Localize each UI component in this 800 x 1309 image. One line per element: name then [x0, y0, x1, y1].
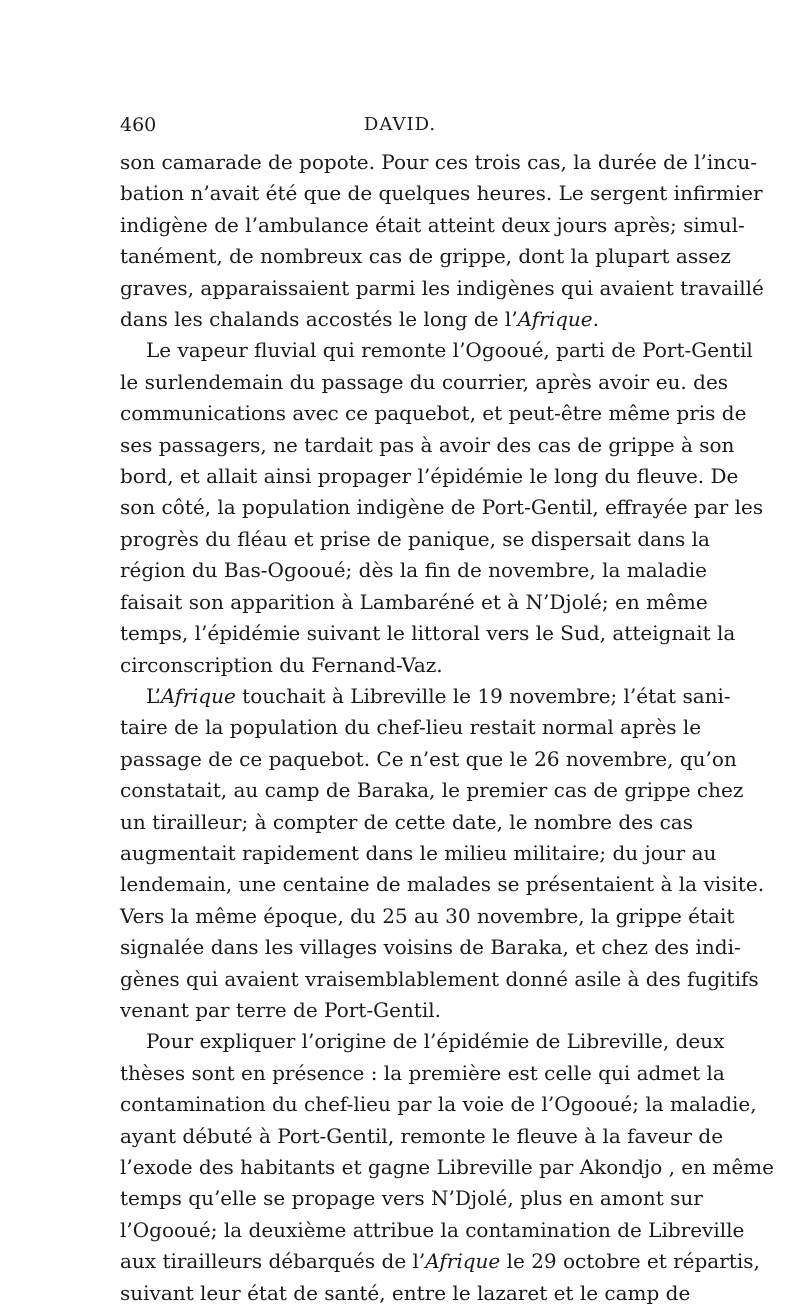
text-line: signalée dans les villages voisins de Baraka, et chez des indi-: [120, 935, 741, 960]
running-head: DAVID.: [363, 114, 437, 135]
text-line: taire de la population du chef-lieu restait normal après le: [120, 715, 702, 740]
text-line: l’exode des habitants et gagne Libreville par Akondjo , en même: [120, 1155, 774, 1179]
text-line: lendemain, une centaine de malades se présentaient à la visite.: [120, 872, 765, 897]
text-line: temps, l’épidémie suivant le littoral vers le Sud, atteignait la: [120, 621, 736, 646]
text-line: tanément, de nombreux cas de grippe, dont la plupart assez: [120, 244, 731, 269]
text-line: son camarade de popote. Pour ces trois cas, la durée de l’incu-: [120, 150, 758, 174]
text-line: Le vapeur fluvial qui remonte l’Ogooué, parti de Port-Gentil: [146, 338, 753, 363]
text-line: venant par terre de Port-Gentil.: [120, 997, 441, 1022]
text-line: contamination du chef-lieu par la voie de l’Ogooué; la maladie,: [120, 1092, 757, 1117]
text-line: thèses sont en présence : la première est celle qui admet la: [120, 1060, 725, 1085]
text-line: passage de ce paquebot. Ce n’est que le 26 novembre, qu’on: [120, 746, 737, 771]
body-text: [120, 147, 774, 1309]
text-line: aux tirailleurs débarqués de l’Afrique le 29 octobre et répartis,: [120, 1249, 760, 1274]
text-line: région du Bas-Ogooué; dès la fin de novembre, la maladie: [120, 558, 708, 583]
text-line: ses passagers, ne tardait pas à avoir des cas de grippe à son: [120, 432, 735, 457]
text-line: indigène de l’ambulance était atteint deux jours après; simul-: [120, 212, 745, 237]
text-line: suivant leur état de santé, entre le lazaret et le camp de: [120, 1280, 691, 1305]
text-line: Pour expliquer l’origine de l’épidémie de Libreville, deux: [146, 1029, 725, 1054]
text-line: son côté, la population indigène de Port-Gentil, effrayée par les: [120, 495, 764, 520]
text-line: graves, apparaissaient parmi les indigènes qui avaient travaillé: [120, 275, 764, 300]
text-line: communications avec ce paquebot, et peut-être même pris de: [120, 401, 747, 426]
text-line: ayant débuté à Port-Gentil, remonte le fleuve à la faveur de: [120, 1123, 724, 1148]
text-line: circonscription du Fernand-Vaz.: [120, 652, 443, 677]
text-line: l’Ogooué; la deuxième attribue la contamination de Libreville: [120, 1217, 745, 1242]
text-line: progrès du fléau et prise de panique, se dispersait dans la: [120, 526, 710, 551]
text-line: temps qu’elle se propage vers N’Djolé, plus en amont sur: [120, 1186, 703, 1211]
text-line: L’Afrique touchait à Libreville le 19 novembre; l’état sani-: [146, 683, 731, 708]
text-line: faisait son apparition à Lambaréné et à N’Djolé; en même: [120, 589, 708, 614]
text-line: bation n’avait été que de quelques heures. Le sergent infirmier: [120, 181, 763, 206]
page-header: [120, 114, 680, 142]
text-line: gènes qui avaient vraisemblablement donné asile à des fugitifs: [120, 966, 759, 991]
text-line: dans les chalands accostés le long de l’Afrique.: [120, 307, 599, 332]
text-line: augmentait rapidement dans le milieu militaire; du jour au: [120, 840, 717, 865]
text-line: constatait, au camp de Baraka, le premier cas de grippe chez: [120, 778, 744, 803]
text-line: Vers la même époque, du 25 au 30 novembre, la grippe était: [120, 903, 735, 928]
text-line: le surlendemain du passage du courrier, après avoir eu. des: [120, 369, 729, 394]
page-number: 460: [120, 114, 157, 136]
text-line: bord, et allait ainsi propager l’épidémie le long du fleuve. De: [120, 464, 739, 489]
text-line: un tirailleur; à compter de cette date, le nombre des cas: [120, 809, 693, 834]
